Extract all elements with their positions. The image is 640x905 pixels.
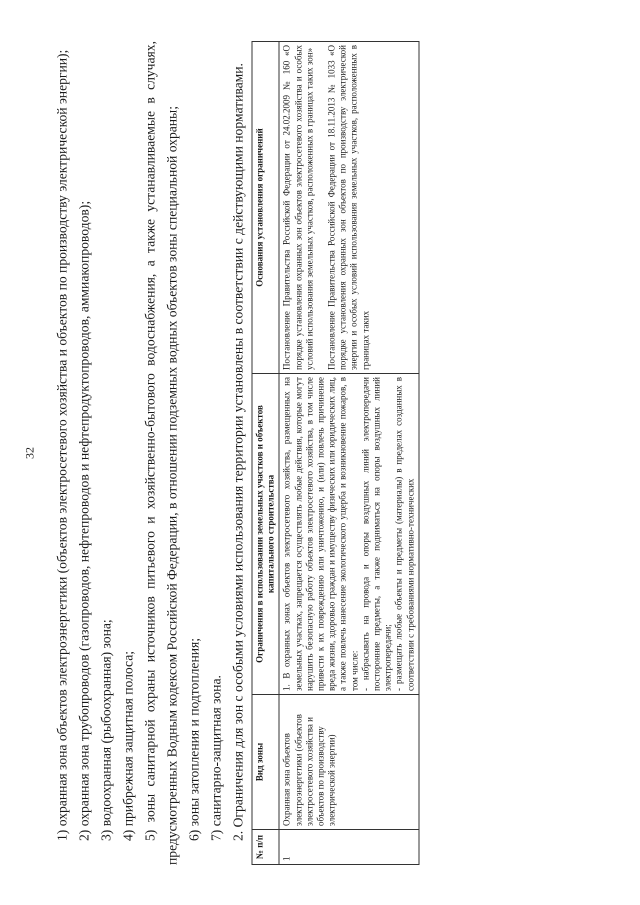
item-text: водоохранная (рыбоохранная) зона; (98, 618, 114, 826)
section-2-text: 2. Ограничения для зон с особыми условиями использования территории установлены в соответствии с действующими нормативами. (230, 62, 246, 841)
item-number: 3) (98, 829, 114, 841)
item-number: 4) (120, 829, 136, 841)
list-item-6 (184, 41, 206, 865)
rotated-page (13, 13, 628, 893)
list-item-2 (74, 41, 96, 865)
header-basis: Основания установления ограничений (252, 41, 279, 373)
item-text: охранная зона трубопроводов (газопроводов, нефтепроводов и нефтепродуктопроводов, аммиакопроводов); (76, 200, 92, 826)
item-number: 5) (142, 829, 158, 841)
list-item-7 (206, 41, 228, 865)
page-number: 32 (22, 446, 37, 459)
header-restrictions: Ограничения в использовании земельных участков и объектов капитального строительства (252, 373, 279, 694)
restriction-para-1: 1. В охранных зонах объектов электросетевого хозяйства, размещенных на земельных участках, запрещается осуществлять любые действия, которые могут нарушить безопасную работу объектов электросетевого хозяйства, в том числе привести к их повреждению или уничтожению, и (или) повлечь причинение вреда жизни, здоровью граждан и имуществу физических или юридических лиц, а также повлечь нанесение экологического ущерба и возникновение пожаров, в том числе: (281, 376, 360, 691)
list-item-3 (96, 41, 118, 865)
spacer (316, 45, 327, 370)
restriction-para-3: - размещать любые объекты и предметы (материалы) в пределах созданных в соответствии с требованиями нормативно-технических (393, 376, 416, 691)
item-text: зоны санитарной охраны источников питьевого и хозяйственно-бытового водоснабжения, а также устанавливаемые в случаях, предусмотренных Водным кодексом Российской Федерации, в отношении подземных водных объектов зоны специальной охраны; (142, 40, 180, 865)
basis-para-2: Постановление Правительства Российской Федерации от 18.11.2013 № 1033 «О порядке установления охранных зон объектов по производству электрической энергии и особых условий использования земельных участков, расположенных в границах таких (326, 44, 371, 370)
list-item-5 (140, 41, 184, 865)
header-num: № п/п (252, 829, 279, 864)
cell-basis (279, 41, 418, 373)
cell-restrictions (279, 373, 418, 694)
item-text: прибрежная защитная полоса; (120, 650, 136, 826)
restriction-para-2: - набрасывать на провода и опоры воздушных линий электропередачи посторонние предметы, а также подниматься на опоры воздушных линий электропередачи; (360, 376, 393, 691)
cell-num: 1 (279, 829, 418, 864)
item-number: 6) (186, 829, 202, 841)
item-text: охранная зона объектов электроэнергетики (объектов электросетевого хозяйства и объектов по производству электрической энергии); (54, 49, 70, 826)
item-text: санитарно-защитная зона. (208, 674, 224, 826)
item-text: зоны затопления и подтопления; (186, 637, 202, 826)
header-zone: Вид зоны (252, 694, 279, 829)
cell-zone: Охранная зона объектов электроэнергетики (объектов электросетевого хозяйства и объектов по производству электрической энергии) (279, 694, 418, 829)
item-number: 1) (54, 829, 70, 841)
list-item-4 (118, 41, 140, 865)
list-item-1 (52, 41, 74, 865)
basis-para-1: Постановление Правительства Российской Федерации от 24.02.2009 № 160 «О порядке установления охранных зон объектов электросетевого хозяйства и особых условий использования земельных участков, расположенных в границах таких зон» (281, 44, 315, 370)
item-number: 2) (76, 829, 92, 841)
restrictions-table (252, 41, 420, 865)
table-header-row (252, 41, 279, 864)
item-number: 7) (208, 829, 224, 841)
table-row (279, 41, 418, 864)
